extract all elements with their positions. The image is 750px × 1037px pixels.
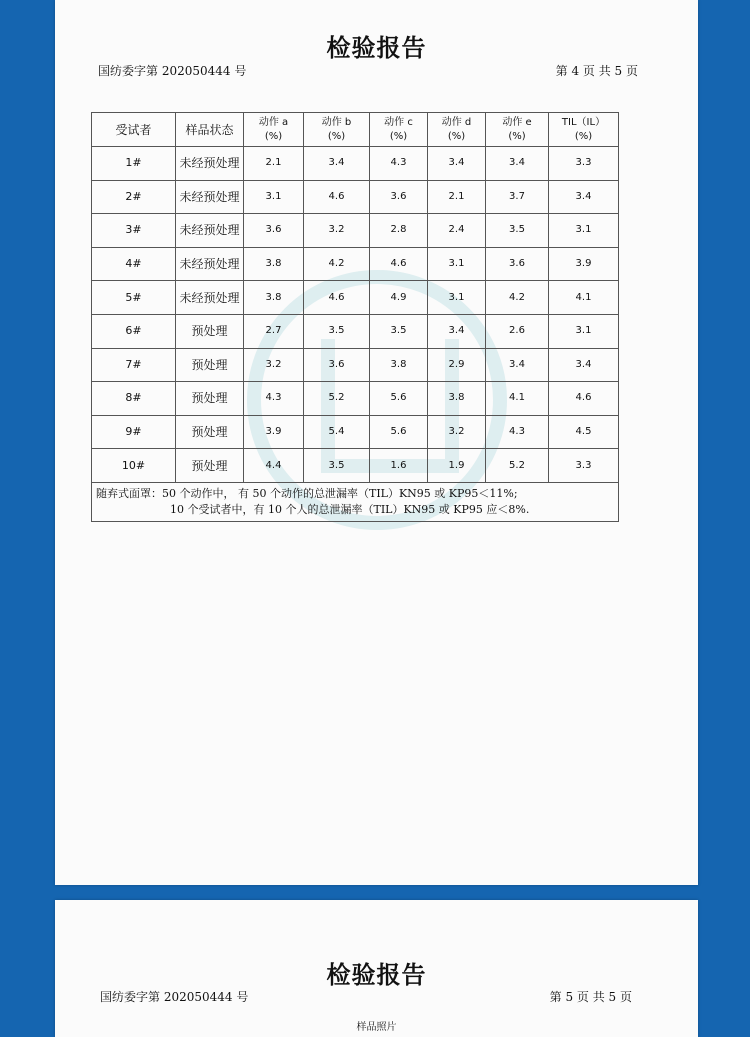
table-header-row [92, 113, 619, 147]
subject-cell: 5# [92, 281, 176, 315]
value-cell: 3.3 [549, 449, 619, 483]
value-cell: 2.8 [370, 214, 428, 248]
table-note-row [92, 482, 619, 521]
sample-state-cell: 未经预处理 [176, 281, 244, 315]
value-cell: 4.5 [549, 415, 619, 449]
leakage-table [91, 112, 619, 522]
value-cell: 4.9 [370, 281, 428, 315]
note-line-2: 10 个受试者中，有 10 个人的总泄漏率（TIL）KN95 或 KP95 应＜8%. [170, 502, 530, 516]
sample-state-cell: 未经预处理 [176, 147, 244, 181]
sample-state-cell: 预处理 [176, 382, 244, 416]
value-cell: 4.3 [244, 382, 304, 416]
table-row [92, 247, 619, 281]
value-cell: 3.8 [244, 247, 304, 281]
column-header [486, 113, 549, 147]
column-header-unit: (%) [389, 130, 408, 142]
table-note [92, 482, 619, 521]
subject-cell: 2# [92, 180, 176, 214]
sample-state-cell: 未经预处理 [176, 247, 244, 281]
column-header [304, 113, 370, 147]
value-cell: 4.6 [549, 382, 619, 416]
table-row [92, 449, 619, 483]
column-header-label: 动作 b [321, 116, 352, 128]
sample-state-cell: 未经预处理 [176, 180, 244, 214]
value-cell: 3.1 [549, 214, 619, 248]
value-cell: 3.9 [549, 247, 619, 281]
value-cell: 3.4 [428, 147, 486, 181]
column-header [244, 113, 304, 147]
value-cell: 3.5 [304, 314, 370, 348]
value-cell: 4.2 [304, 247, 370, 281]
value-cell: 4.3 [486, 415, 549, 449]
column-header [370, 113, 428, 147]
value-cell: 3.3 [549, 147, 619, 181]
subject-cell: 10# [92, 449, 176, 483]
sample-state-cell: 预处理 [176, 449, 244, 483]
subject-cell: 6# [92, 314, 176, 348]
value-cell: 5.2 [486, 449, 549, 483]
value-cell: 3.6 [370, 180, 428, 214]
subject-cell: 4# [92, 247, 176, 281]
value-cell: 2.6 [486, 314, 549, 348]
value-cell: 4.6 [304, 281, 370, 315]
column-header [428, 113, 486, 147]
value-cell: 4.4 [244, 449, 304, 483]
value-cell: 3.5 [370, 314, 428, 348]
column-header-label: TIL（IL） [561, 116, 606, 128]
table-row [92, 281, 619, 315]
value-cell: 3.6 [486, 247, 549, 281]
value-cell: 3.8 [244, 281, 304, 315]
value-cell: 2.7 [244, 314, 304, 348]
value-cell: 3.1 [428, 247, 486, 281]
column-header-label: 动作 c [384, 116, 413, 128]
value-cell: 3.4 [549, 348, 619, 382]
value-cell: 3.1 [244, 180, 304, 214]
column-header-unit: (%) [508, 130, 526, 142]
value-cell: 5.2 [304, 382, 370, 416]
value-cell: 5.6 [370, 382, 428, 416]
column-header [549, 113, 619, 147]
value-cell: 5.6 [370, 415, 428, 449]
value-cell: 3.2 [244, 348, 304, 382]
table-row [92, 314, 619, 348]
value-cell: 3.5 [486, 214, 549, 248]
column-header-label: 样品状态 [185, 122, 234, 137]
value-cell: 3.2 [304, 214, 370, 248]
value-cell: 3.8 [370, 348, 428, 382]
subject-cell: 7# [92, 348, 176, 382]
value-cell: 2.9 [428, 348, 486, 382]
value-cell: 3.5 [304, 449, 370, 483]
value-cell: 3.6 [304, 348, 370, 382]
value-cell: 3.4 [428, 314, 486, 348]
column-header-unit: (%) [264, 130, 283, 142]
column-header-unit: (%) [447, 130, 466, 142]
page-number: 第 5 页 共 5 页 [549, 990, 632, 1004]
value-cell: 3.1 [549, 314, 619, 348]
document-number: 国纺委字第 202050444 号 [100, 990, 249, 1004]
value-cell: 4.1 [549, 281, 619, 315]
report-page-5 [55, 900, 698, 1037]
subject-cell: 8# [92, 382, 176, 416]
value-cell: 5.4 [304, 415, 370, 449]
value-cell: 4.6 [370, 247, 428, 281]
document-number: 国纺委字第 202050444 号 [98, 64, 247, 78]
value-cell: 3.9 [244, 415, 304, 449]
column-header-label: 受试者 [115, 122, 152, 137]
value-cell: 3.4 [304, 147, 370, 181]
value-cell: 1.9 [428, 449, 486, 483]
value-cell: 3.2 [428, 415, 486, 449]
value-cell: 3.4 [486, 348, 549, 382]
value-cell: 3.7 [486, 180, 549, 214]
value-cell: 3.8 [428, 382, 486, 416]
table-row [92, 415, 619, 449]
report-title: 检验报告 [326, 961, 427, 989]
column-header [92, 113, 176, 147]
table-row [92, 348, 619, 382]
column-header-label: 动作 e [502, 116, 532, 128]
table-row [92, 382, 619, 416]
value-cell: 4.1 [486, 382, 549, 416]
value-cell: 2.1 [428, 180, 486, 214]
table-row [92, 214, 619, 248]
report-page-4 [55, 0, 698, 885]
value-cell: 3.4 [486, 147, 549, 181]
sample-state-cell: 预处理 [176, 314, 244, 348]
sample-photo-label: 样品照片 [356, 1022, 397, 1033]
value-cell: 3.1 [428, 281, 486, 315]
note-line-1: 随弃式面罩：50 个动作中， 有 50 个动作的总泄漏率（TIL）KN95 或 KP95＜11%; [96, 486, 518, 500]
column-header-label: 动作 a [258, 116, 289, 128]
column-header-label: 动作 d [441, 116, 472, 128]
page-number: 第 4 页 共 5 页 [555, 64, 638, 78]
subject-cell: 9# [92, 415, 176, 449]
table-row [92, 180, 619, 214]
column-header [176, 113, 244, 147]
sample-state-cell: 未经预处理 [176, 214, 244, 248]
table-row [92, 147, 619, 181]
subject-cell: 3# [92, 214, 176, 248]
value-cell: 4.3 [370, 147, 428, 181]
report-title: 检验报告 [326, 34, 427, 62]
value-cell: 4.6 [304, 180, 370, 214]
sample-state-cell: 预处理 [176, 348, 244, 382]
value-cell: 3.4 [549, 180, 619, 214]
value-cell: 2.1 [244, 147, 304, 181]
subject-cell: 1# [92, 147, 176, 181]
column-header-unit: (%) [574, 130, 593, 142]
value-cell: 1.6 [370, 449, 428, 483]
sample-state-cell: 预处理 [176, 415, 244, 449]
value-cell: 2.4 [428, 214, 486, 248]
value-cell: 3.6 [244, 214, 304, 248]
value-cell: 4.2 [486, 281, 549, 315]
column-header-unit: (%) [327, 130, 346, 142]
